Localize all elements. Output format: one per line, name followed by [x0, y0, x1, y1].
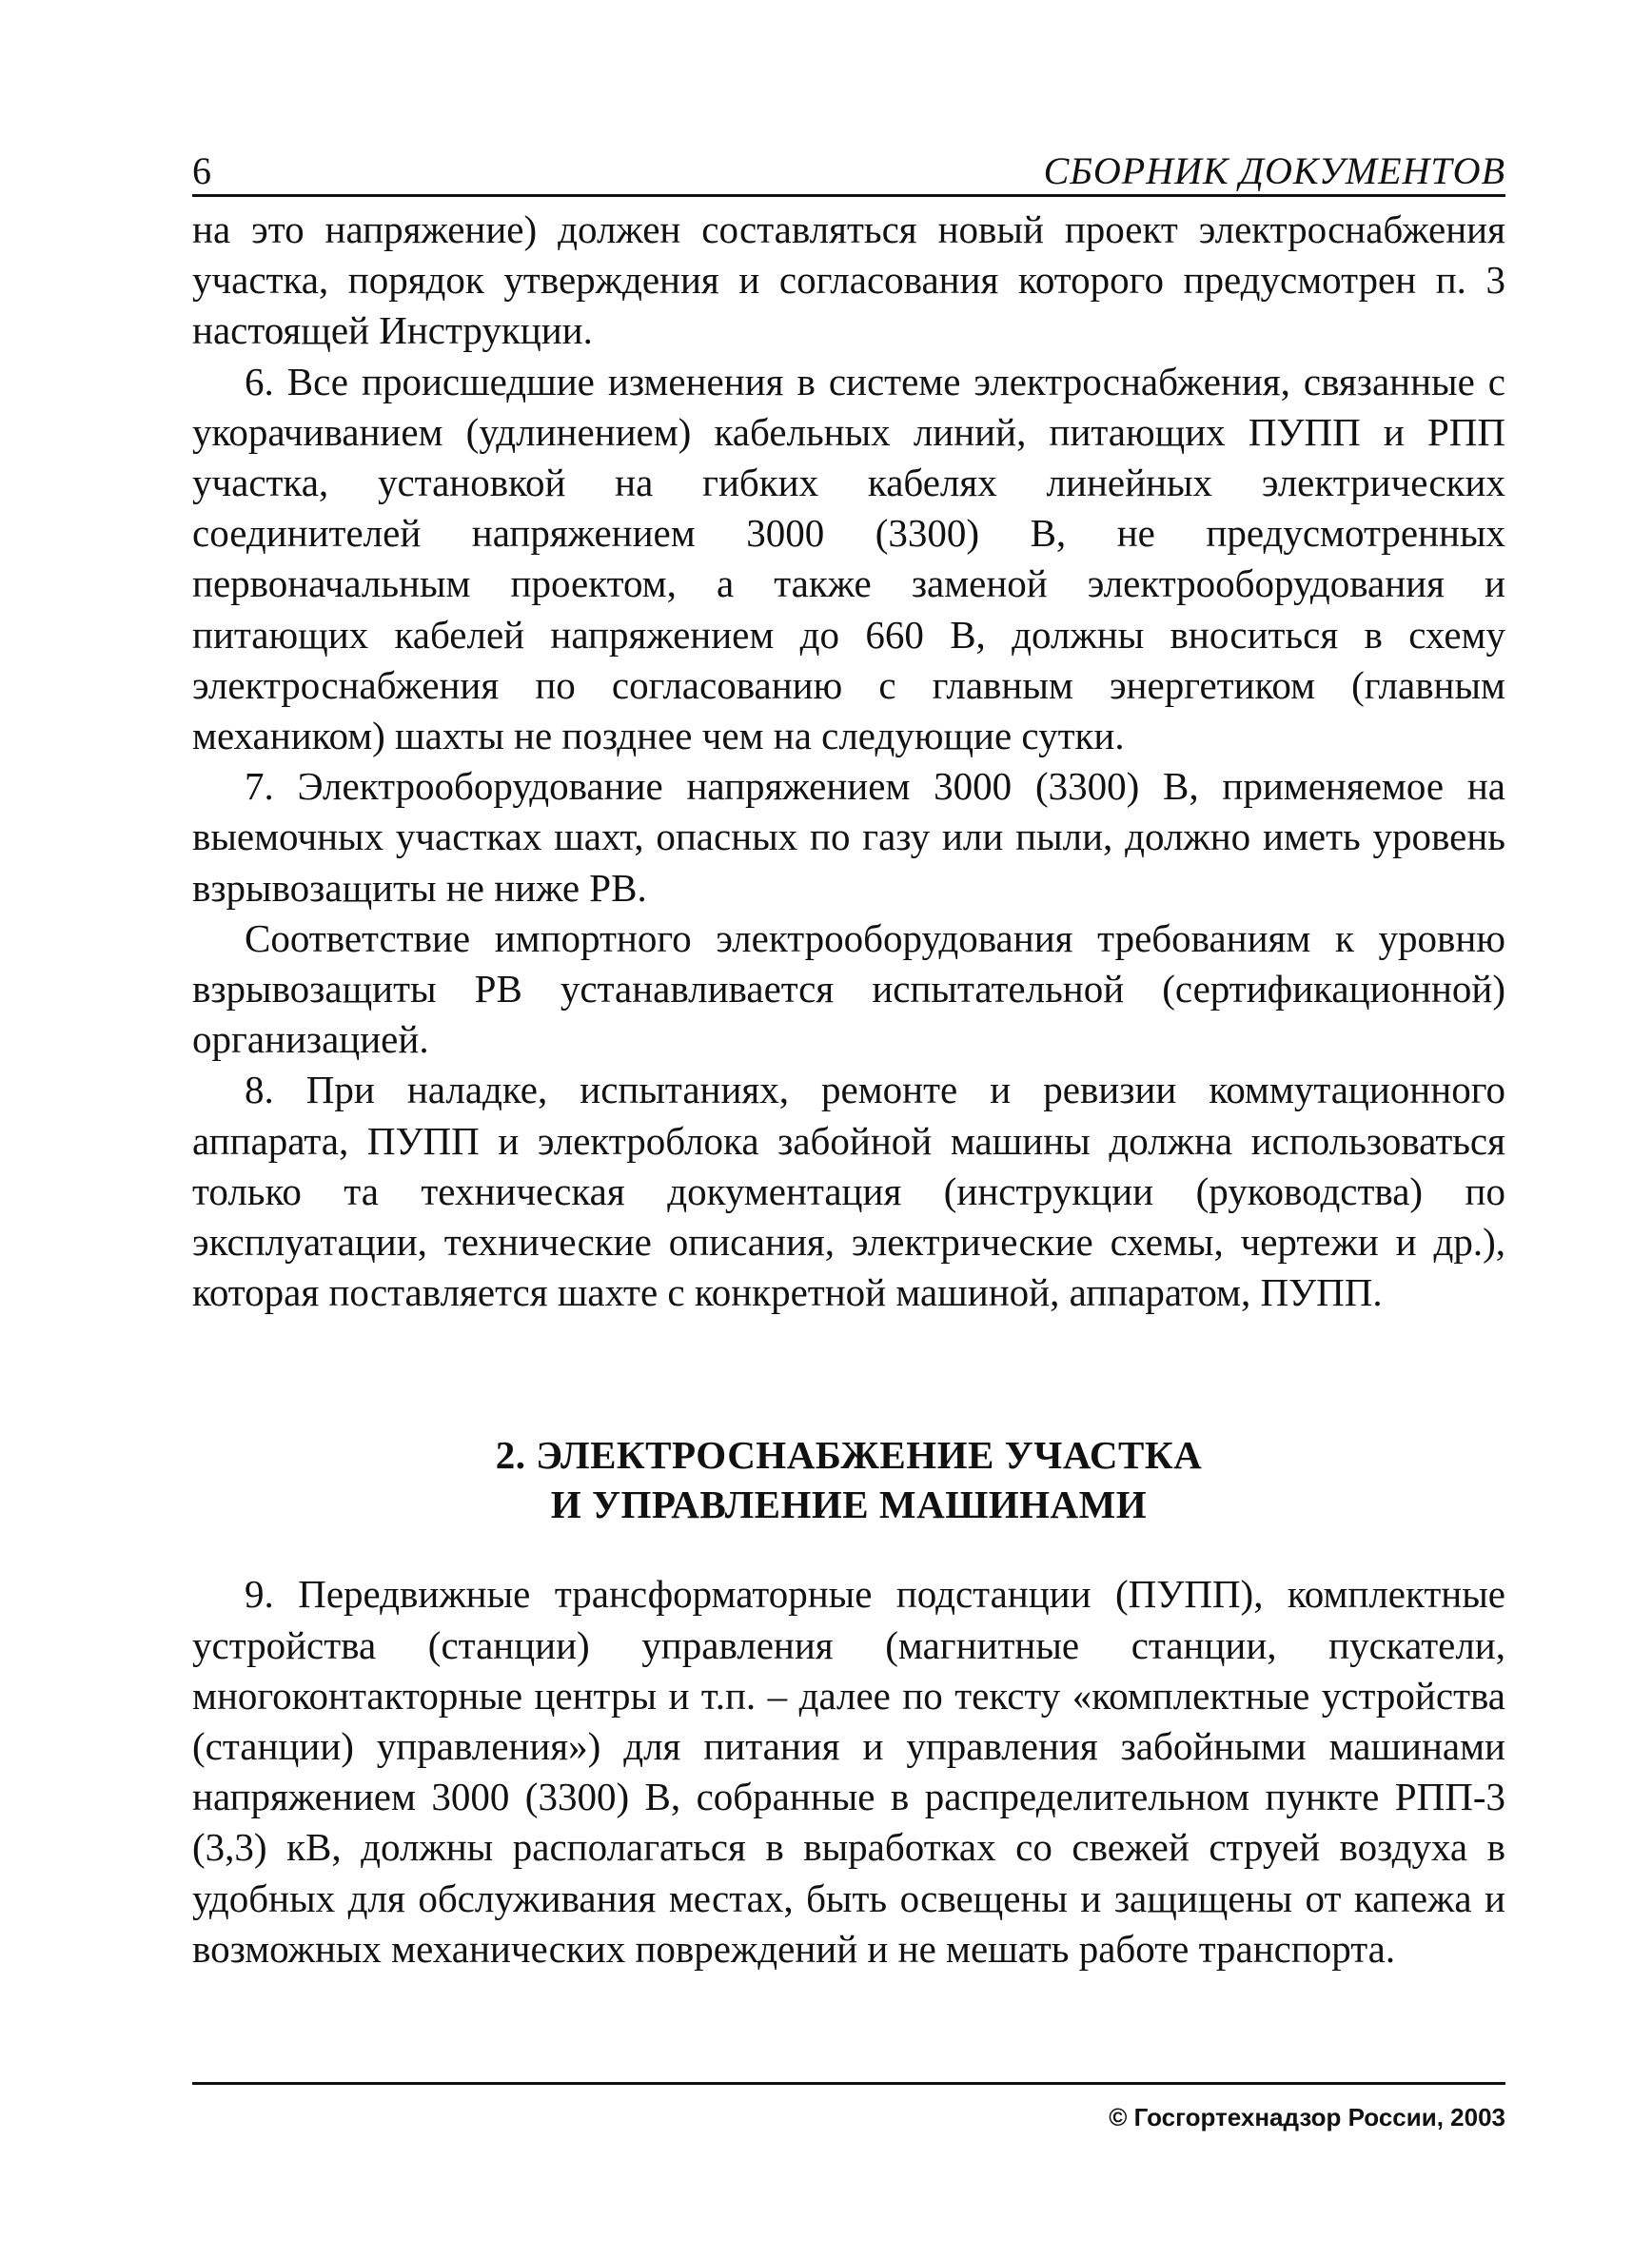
running-title: СБОРНИК ДОКУМЕНТОВ — [1043, 149, 1505, 192]
section-heading — [192, 1430, 1505, 1529]
paragraph: 8. При наладке, испытаниях, ремонте и ревизии коммутационного аппарата, ПУПП и электроблока забойной машины должна использоваться только та техническая документация (инструкции (руководства) по эксплуатации, технические описания, электрические схемы, чертежи и др.), которая поставляется шахте с конкретной машиной, аппаратом, ПУПП. — [192, 1068, 1505, 1315]
running-header — [192, 143, 1505, 197]
copyright-notice: © Госгортехнадзор России, 2003 — [1109, 2103, 1505, 2131]
page-number: 6 — [192, 149, 211, 192]
paragraph: 9. Передвижные трансформаторные подстанции (ПУПП), комплектные устройства (станции) управления (магнитные станции, пускатели, многоконтакторные центры и т.п. – далее по тексту «комплектные устройства (станции) управления») для питания и управления забойными машинами напряжением 3000 (3300) В, собранные в распределительном пункте РПП-3 (3,3) кВ, должны располагаться в выработках со свежей струей воздуха в удобных для обслуживания местах, быть освещены и защищены от капежа и возможных механических повреждений и не мешать работе транспорта. — [192, 1572, 1505, 1971]
body-text-top — [192, 205, 1505, 1318]
paragraph: 6. Все происшедшие изменения в системе электроснабжения, связанные с укорачиванием (удлинением) кабельных линий, питающих ПУПП и РПП участка, установкой на гибких кабелях линейных электрических соединителей напряжением 3000 (3300) В, не предусмотренных первоначальным проектом, а также заменой электрооборудования и питающих кабелей напряжением до 660 В, должны вноситься в схему электроснабжения по согласованию с главным энергетиком (главным механиком) шахты не позднее чем на следующие сутки. — [192, 359, 1505, 758]
document-page — [192, 143, 1505, 1974]
paragraph: Соответствие импортного электрооборудования требованиям к уровню взрывозащиты РВ устанавливается испытательной (сертификационной) организацией. — [192, 915, 1505, 1062]
section-heading-line-2: И УПРАВЛЕНИЕ МАШИНАМИ — [550, 1483, 1148, 1527]
section-heading-line-1: 2. ЭЛЕКТРОСНАБЖЕНИЕ УЧАСТКА — [495, 1433, 1203, 1478]
paragraph: на это напряжение) должен составляться новый проект электроснабжения участка, порядок утверждения и согласования которого предусмотрен п. 3 настоящей Инструкции. — [192, 207, 1505, 353]
page-footer — [192, 2082, 1505, 2132]
body-text-bottom — [192, 1569, 1505, 1974]
paragraph: 7. Электрооборудование напряжением 3000 (3300) В, применяемое на выемочных участках шахт, опасных по газу или пыли, должно иметь уровень взрывозащиты не ниже РВ. — [192, 764, 1505, 910]
